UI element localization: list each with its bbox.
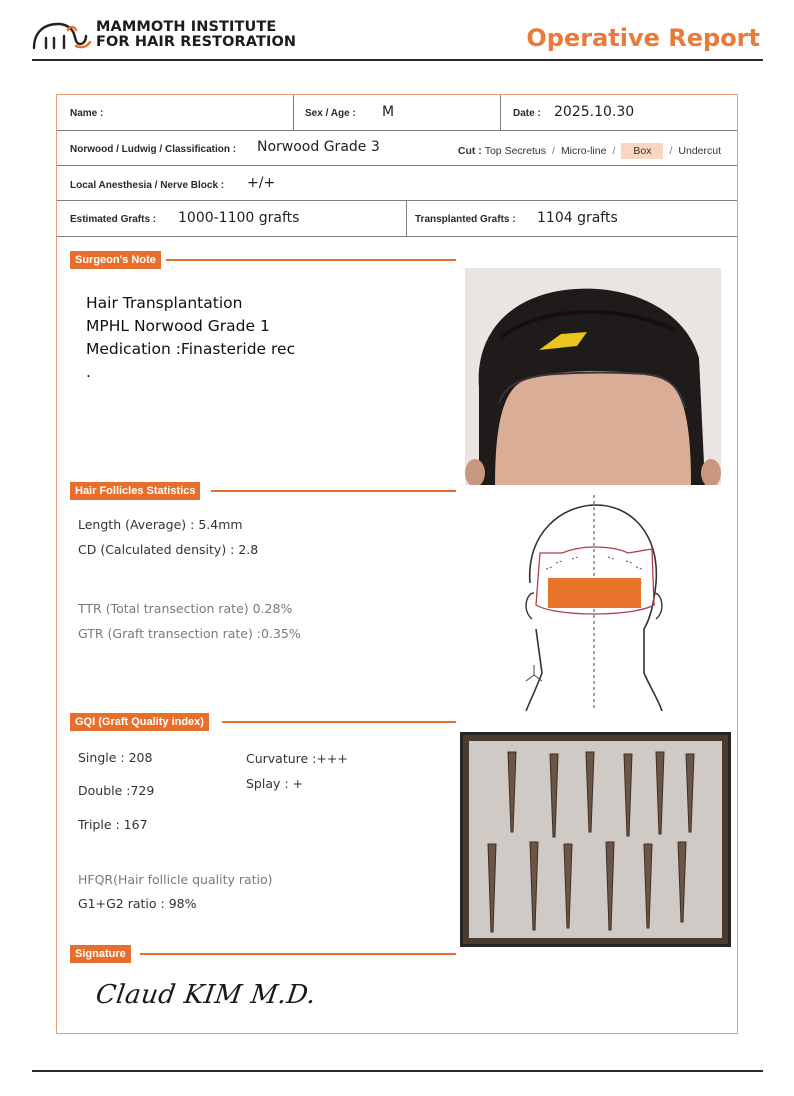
cut-option-top-secretus: Top Secretus	[484, 145, 547, 157]
gqi-section	[70, 713, 456, 731]
form-row-anesthesia	[57, 166, 737, 201]
divider	[293, 95, 294, 130]
classification-label: Norwood / Ludwig / Classification :	[70, 144, 237, 155]
signature-section	[70, 945, 456, 963]
gqi-triple: Triple : 167	[78, 817, 148, 832]
organization-name	[96, 20, 296, 50]
note-line: Hair Transplantation	[86, 294, 243, 312]
transplanted-grafts-value: 1104 grafts	[537, 210, 618, 226]
org-line-1: MAMMOTH INSTITUTE	[96, 19, 277, 35]
date-value: 2025.10.30	[554, 104, 635, 120]
separator: /	[612, 145, 616, 157]
footer-divider	[32, 1070, 763, 1072]
section-rule	[222, 721, 456, 723]
header-divider	[32, 59, 763, 61]
gqi-curvature: Curvature :+++	[246, 751, 348, 766]
org-line-2: FOR HAIR RESTORATION	[96, 34, 297, 50]
graft-sample-photo	[460, 732, 731, 947]
stat-length: Length (Average) : 5.4mm	[78, 517, 243, 532]
sex-age-label: Sex / Age :	[305, 108, 356, 119]
cut-options	[458, 143, 721, 159]
gqi-hfqr: HFQR(Hair follicle quality ratio)	[78, 872, 273, 887]
cut-option-box-selected: Box	[621, 143, 663, 159]
donor-area-diagram	[512, 493, 672, 713]
note-line: MPHL Norwood Grade 1	[86, 317, 270, 335]
name-label: Name :	[70, 108, 104, 119]
note-line: Medication :Finasteride rec	[86, 340, 296, 358]
separator: /	[669, 145, 673, 157]
gqi-double: Double :729	[78, 783, 155, 798]
form-row-classification	[57, 131, 737, 166]
cut-option-undercut: Undercut	[678, 145, 721, 157]
stat-gtr: GTR (Graft transection rate) :0.35%	[78, 626, 301, 641]
section-rule	[140, 953, 456, 955]
hair-follicle-stats-section	[70, 482, 456, 500]
date-label: Date :	[513, 108, 541, 119]
stat-calculated-density: CD (Calculated density) : 2.8	[78, 542, 259, 557]
section-title: GQI (Graft Quality index)	[70, 713, 209, 731]
section-title: Hair Follicles Statistics	[70, 482, 200, 500]
sex-age-value: M	[382, 104, 395, 120]
gqi-single: Single : 208	[78, 750, 153, 765]
section-title: Signature	[70, 945, 131, 963]
note-line: .	[86, 363, 91, 381]
gqi-splay: Splay : +	[246, 776, 304, 791]
anesthesia-value: +/+	[247, 175, 276, 191]
separator: /	[552, 145, 555, 157]
axes-icon	[526, 665, 542, 681]
form-row-grafts	[57, 201, 737, 237]
divider	[500, 95, 501, 130]
document-title: Operative Report	[526, 24, 760, 52]
patient-hairline-photo	[465, 268, 721, 485]
estimated-grafts-label: Estimated Grafts :	[70, 214, 157, 225]
section-title: Surgeon's Note	[70, 251, 161, 269]
surgeons-note-section	[70, 251, 456, 269]
signature-image: Claud KIM M.D.	[93, 980, 319, 1010]
estimated-grafts-value: 1000-1100 grafts	[178, 210, 300, 226]
form-row-patient	[57, 95, 737, 131]
anesthesia-label: Local Anesthesia / Nerve Block :	[70, 180, 225, 191]
gqi-g1-g2-ratio: G1+G2 ratio : 98%	[78, 896, 197, 911]
stat-ttr: TTR (Total transection rate) 0.28%	[78, 601, 293, 616]
section-rule	[166, 259, 456, 261]
transplanted-grafts-label: Transplanted Grafts :	[415, 214, 516, 225]
cut-option-micro-line: Micro-line	[560, 145, 607, 157]
cut-label: Cut :	[457, 145, 482, 157]
section-rule	[211, 490, 456, 492]
surgeons-note-text	[86, 292, 295, 384]
elephant-logo-icon	[32, 18, 92, 52]
divider	[406, 201, 407, 236]
classification-value: Norwood Grade 3	[257, 139, 380, 155]
report-header	[32, 18, 762, 62]
